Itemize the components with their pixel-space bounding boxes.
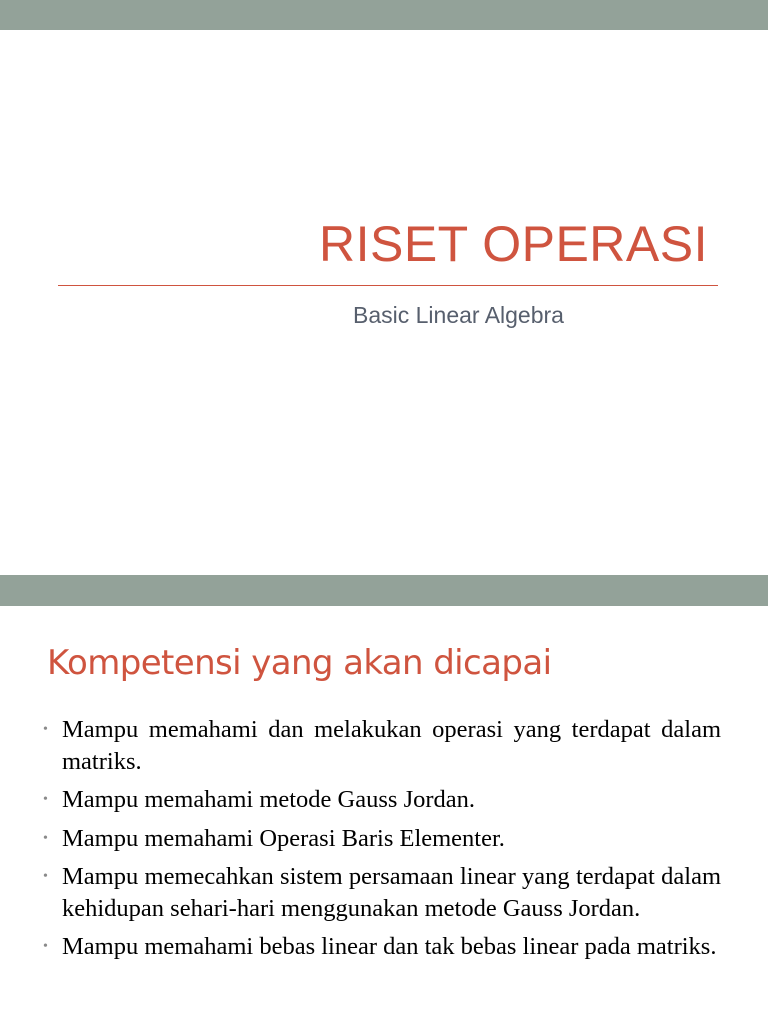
slide-separator-band xyxy=(0,575,768,606)
list-item-text: Mampu memecahkan sistem persamaan linear yang terdapat dalam kehidupan sehari-hari menggunakan metode Gauss Jordan. xyxy=(62,863,721,922)
top-band xyxy=(0,0,768,30)
slide-title: RISET OPERASI xyxy=(318,216,708,272)
bullet-icon: • xyxy=(43,869,48,884)
bullet-icon: • xyxy=(43,830,48,846)
list-item-text: Mampu memahami bebas linear dan tak bebas linear pada matriks. xyxy=(62,933,717,960)
list-item xyxy=(40,861,721,924)
title-divider xyxy=(58,285,718,286)
list-item xyxy=(40,823,721,855)
list-item xyxy=(40,714,721,777)
list-item-text: Mampu memahami dan melakukan operasi yang terdapat dalam matriks. xyxy=(62,716,721,775)
bullet-icon: • xyxy=(43,792,48,807)
list-item-text: Mampu memahami Operasi Baris Elementer. xyxy=(62,824,505,852)
slide-subtitle: Basic Linear Algebra xyxy=(353,302,564,328)
list-item-text: Mampu memahami metode Gauss Jordan. xyxy=(62,786,476,813)
bullet-icon: • xyxy=(43,722,48,737)
bullet-icon: • xyxy=(43,939,48,954)
competency-list xyxy=(40,714,721,970)
competency-heading: Kompetensi yang akan dicapai xyxy=(47,643,552,683)
list-item xyxy=(40,931,721,963)
list-item xyxy=(40,784,721,816)
